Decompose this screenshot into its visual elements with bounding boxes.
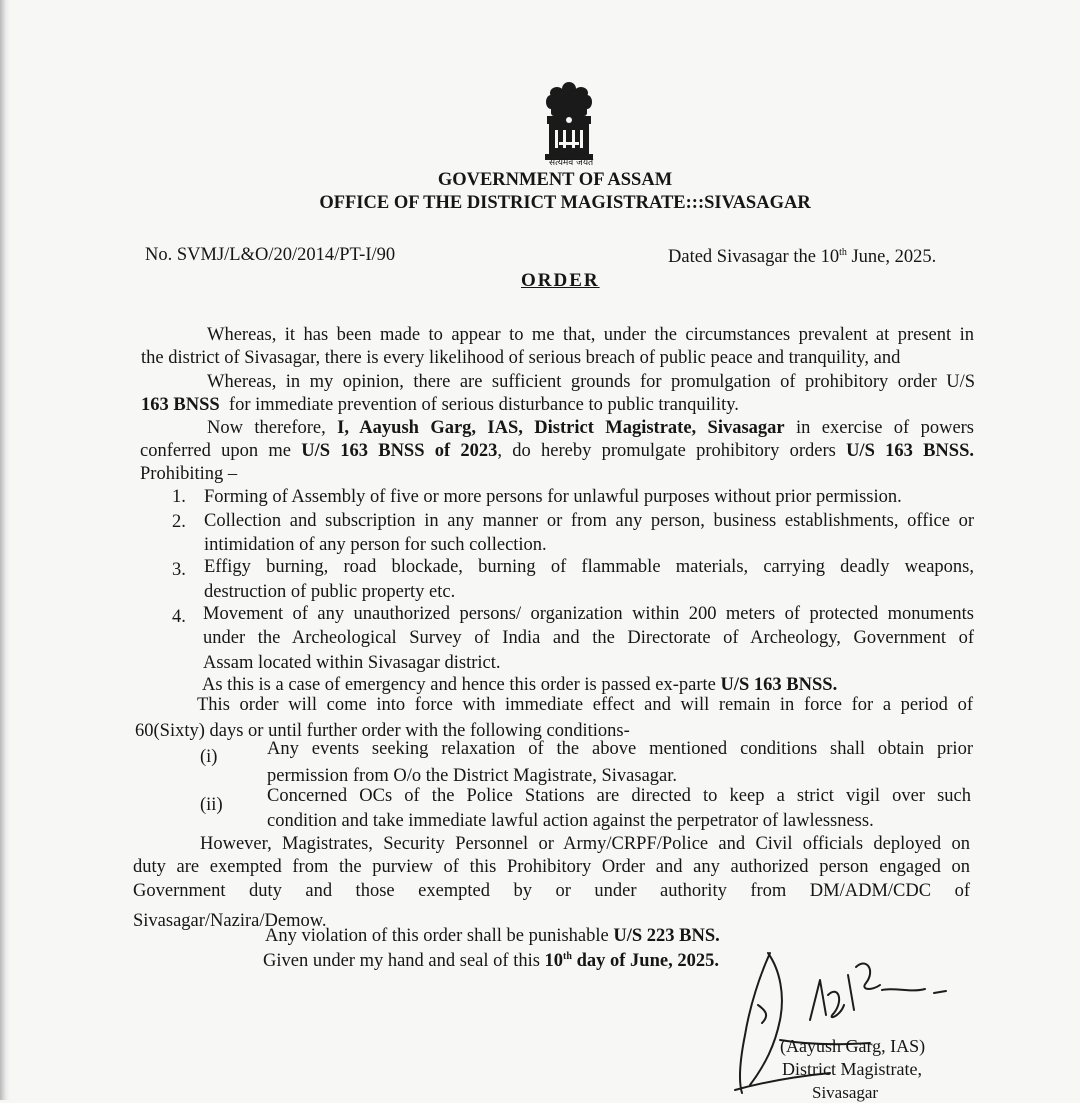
whereas-para-2-line-1: Whereas, in my opinion, there are sufficient grounds for promulgation of prohibitory order U/S	[207, 372, 975, 392]
signatory-place: Sivasagar	[812, 1083, 879, 1102]
force-clause-line-1: This order will come into force with immediate effect and will remain in force for a period of	[197, 695, 973, 715]
prohibition-number: 3.	[172, 560, 186, 580]
office-heading: OFFICE OF THE DISTRICT MAGISTRATE:::SIVASAGAR	[319, 193, 811, 213]
signatory-name: (Aayush Garg, IAS)	[780, 1036, 926, 1056]
exemption-line-1: However, Magistrates, Security Personnel or Army/CRPF/Police and Civil officials deployed on	[200, 834, 970, 854]
exemption-line-2: duty are exempted from the purview of this Prohibitory Order and any authorized person engaged on	[133, 857, 970, 877]
exemption-line-3: Government duty and those exempted by or under authority from DM/ADM/CDC of	[133, 881, 970, 901]
prohibition-item-cont: intimidation of any person for such collection.	[204, 535, 547, 555]
government-heading: GOVERNMENT OF ASSAM	[437, 170, 673, 190]
condition-item-cont: condition and take immediate lawful action against the perpetrator of lawlessness.	[267, 811, 874, 831]
condition-item: Any events seeking relaxation of the above mentioned conditions shall obtain prior	[267, 739, 973, 759]
condition-item: Concerned OCs of the Police Stations are directed to keep a strict vigil over such	[267, 786, 971, 806]
prohibition-item-cont: Assam located within Sivasagar district.	[203, 653, 501, 673]
signatory-designation: District Magistrate,	[782, 1059, 922, 1079]
condition-item-cont: permission from O/o the District Magistrate, Sivasagar.	[267, 766, 678, 786]
exemption-line-4: Sivasagar/Nazira/Demow.	[133, 911, 327, 931]
prohibition-item: Effigy burning, road blockade, burning of flammable materials, carrying deadly weapons,	[204, 557, 974, 577]
prohibition-number: 4.	[172, 607, 186, 627]
whereas-para-1-line-2: the district of Sivasagar, there is every likelihood of serious breach of public peace and tranquility, and	[141, 348, 901, 368]
condition-number: (i)	[200, 747, 218, 767]
given-under-hand: Given under my hand and seal of this 10th day of June, 2025.	[263, 951, 719, 972]
condition-number: (ii)	[200, 795, 223, 815]
emergency-clause: As this is a case of emergency and hence this order is passed ex-parte U/S 163 BNSS.	[202, 675, 838, 695]
now-therefore-line-2: conferred upon me U/S 163 BNSS of 2023, do hereby promulgate prohibitory orders U/S 163 BNSS.	[140, 441, 974, 461]
whereas-para-1-line-1: Whereas, it has been made to appear to me that, under the circumstances prevalent at present in	[207, 325, 974, 345]
prohibition-number: 2.	[172, 512, 186, 532]
prohibition-item-cont: under the Archeological Survey of India and the Directorate of Archeology, Government of	[203, 628, 974, 648]
violation-clause: Any violation of this order shall be punishable U/S 223 BNS.	[265, 926, 720, 946]
prohibiting-label: Prohibiting –	[140, 464, 238, 484]
order-title: ORDER	[521, 270, 600, 291]
scan-edge	[0, 0, 10, 1100]
force-clause-line-2: 60(Sixty) days or until further order with the following conditions-	[135, 721, 630, 741]
prohibition-item-cont: destruction of public property etc.	[204, 582, 456, 602]
prohibition-number: 1.	[172, 487, 186, 507]
emblem-motto: सत्यमेव जयते	[549, 158, 594, 168]
whereas-para-2-line-2: 163 BNSS for immediate prevention of serious disturbance to public tranquility.	[141, 395, 739, 415]
order-date: Dated Sivasagar the 10th June, 2025.	[668, 247, 937, 268]
prohibition-item: Movement of any unauthorized persons/ organization within 200 meters of protected monuments	[203, 604, 974, 624]
now-therefore-line-1: Now therefore, I, Aayush Garg, IAS, District Magistrate, Sivasagar in exercise of powers	[207, 418, 975, 438]
prohibition-item: Collection and subscription in any manner or from any person, business establishments, office or	[204, 511, 974, 531]
prohibition-item: Forming of Assembly of five or more persons for unlawful purposes without prior permission.	[204, 487, 902, 507]
reference-number: No. SVMJ/L&O/20/2014/PT-I/90	[145, 245, 396, 265]
